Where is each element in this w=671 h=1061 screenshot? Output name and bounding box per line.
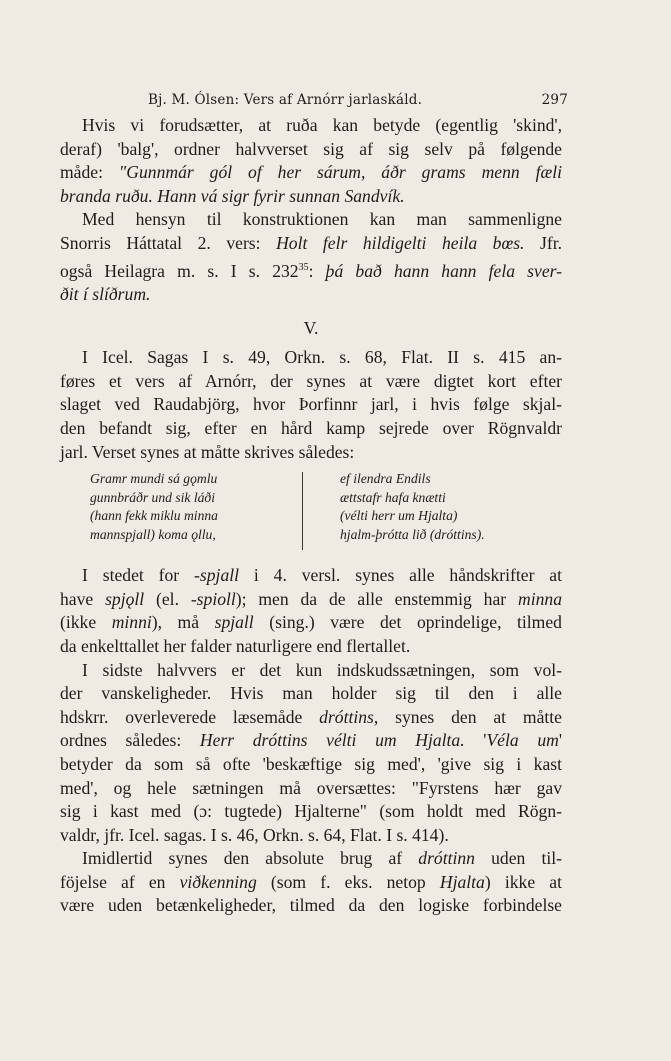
- text-line: hdskrr. overleverede læsemåde dróttins, synes den at måtte: [60, 706, 562, 727]
- text-line: deraf) 'balg', ordner halvverset sig af sig selv på følgende: [60, 138, 562, 159]
- text-line: Imidlertid synes den absolute brug af dróttinn uden til-: [82, 848, 562, 869]
- verse-line: Gramr mundi sá gǫmlu: [90, 471, 218, 487]
- text-line: føres et vers af Arnórr, der synes at være digtet kort efter: [60, 370, 562, 391]
- text-line: den befandt sig, efter en hård kamp sejrede over Rögnvaldr: [60, 417, 562, 438]
- text-line: være uden betænkeligheder, tilmed da den logiske forbindelse: [60, 895, 562, 916]
- verse-line: ættstafr hafa knætti: [340, 489, 446, 505]
- text-line: også Heilagra m. s. I s. $232^{35}$: þá bað hann hann fela sver-: [60, 260, 562, 281]
- verse-block: [60, 470, 562, 556]
- paragraph-6: [60, 847, 562, 918]
- text-line: ordnes således: Herr dróttins vélti um Hjalta. 'Véla um': [60, 730, 562, 751]
- verse-line: hjalm-þrótta lið (dróttins).: [340, 526, 485, 542]
- paragraph-2: [60, 208, 562, 306]
- text-line: jarl. Verset synes at måtte skrives således:: [60, 441, 355, 462]
- paragraph-4: [60, 564, 562, 658]
- section-heading: V.: [303, 317, 319, 338]
- verse-divider: [302, 472, 303, 550]
- page-number: 297: [541, 92, 568, 108]
- text-line: der vanskeligheder. Hvis man holder sig til den i alle: [60, 683, 562, 704]
- text-line: slaget ved Raudabjörg, hvor Þorfinnr jarl, i hvis følge skjal-: [60, 394, 562, 415]
- verse-line: mannspjall) koma ǫllu,: [90, 526, 216, 542]
- verse-right-column: [340, 470, 485, 544]
- text-line: ðit í slíðrum.: [60, 284, 151, 305]
- book-page: [60, 88, 568, 918]
- text-line: föjelse af en viðkenning (som f. eks. netop Hjalta) ikke at: [60, 871, 562, 892]
- text-line: I sidste halvvers er det kun indskudssætningen, som vol-: [82, 659, 562, 680]
- verse-line: (hann fekk miklu minna: [90, 508, 218, 524]
- running-head: [60, 88, 568, 114]
- running-head-title: Bj. M. Ólsen: Vers af Arnórr jarlaskáld.: [148, 92, 423, 108]
- text-line: I Icel. Sagas I s. 49, Orkn. s. 68, Flat. II s. 415 an-: [82, 347, 562, 368]
- text-line: måde: "Gunnmár gól of her sárum, áðr grams menn fæli: [60, 162, 562, 183]
- paragraph-5: [60, 659, 562, 848]
- text-line: have spjǫll (el. -spioll); men da de alle enstemmig har minna: [60, 588, 562, 609]
- verse-line: gunnbráðr und sik láði: [90, 489, 215, 505]
- verse-line: ef ilendra Endils: [340, 471, 431, 487]
- text-line: Hvis vi forudsætter, at ruða kan betyde (egentlig 'skind',: [82, 115, 562, 135]
- paragraph-1: [60, 114, 562, 208]
- text-line: Snorris Háttatal 2. vers: Holt felr hildigelti heila bœs. Jfr.: [60, 232, 563, 253]
- footnote-superscript: 35: [298, 261, 309, 273]
- text-line: branda ruðu. Hann vá sigr fyrir sunnan Sandvík.: [60, 185, 405, 206]
- text-line: med', og hele sætningen må oversættes: "Fyrstens hær gav: [60, 777, 562, 798]
- verse-line: (vélti herr um Hjalta): [340, 508, 458, 524]
- text-line: (ikke minni), må spjall (sing.) være det oprindelige, tilmed: [60, 612, 562, 633]
- text-line: sig i kast med (ɔ: tugtede) Hjalterne" (som holdt med Rögn-: [60, 801, 562, 822]
- text-line: I stedet for -spjall i 4. versl. synes alle håndskrifter at: [82, 565, 563, 586]
- text-line: Med hensyn til konstruktionen kan man sammenligne: [82, 209, 562, 230]
- text-line: betyder da som så ofte 'beskæftige sig med', 'give sig i kast: [60, 753, 562, 774]
- text-line: valdr, jfr. Icel. sagas. I s. 46, Orkn. s. 64, Flat. I s. 414).: [60, 824, 449, 845]
- text-line: da enkelttallet her falder naturligere end flertallet.: [60, 635, 411, 656]
- paragraph-3: [60, 346, 562, 464]
- verse-left-column: [90, 470, 218, 544]
